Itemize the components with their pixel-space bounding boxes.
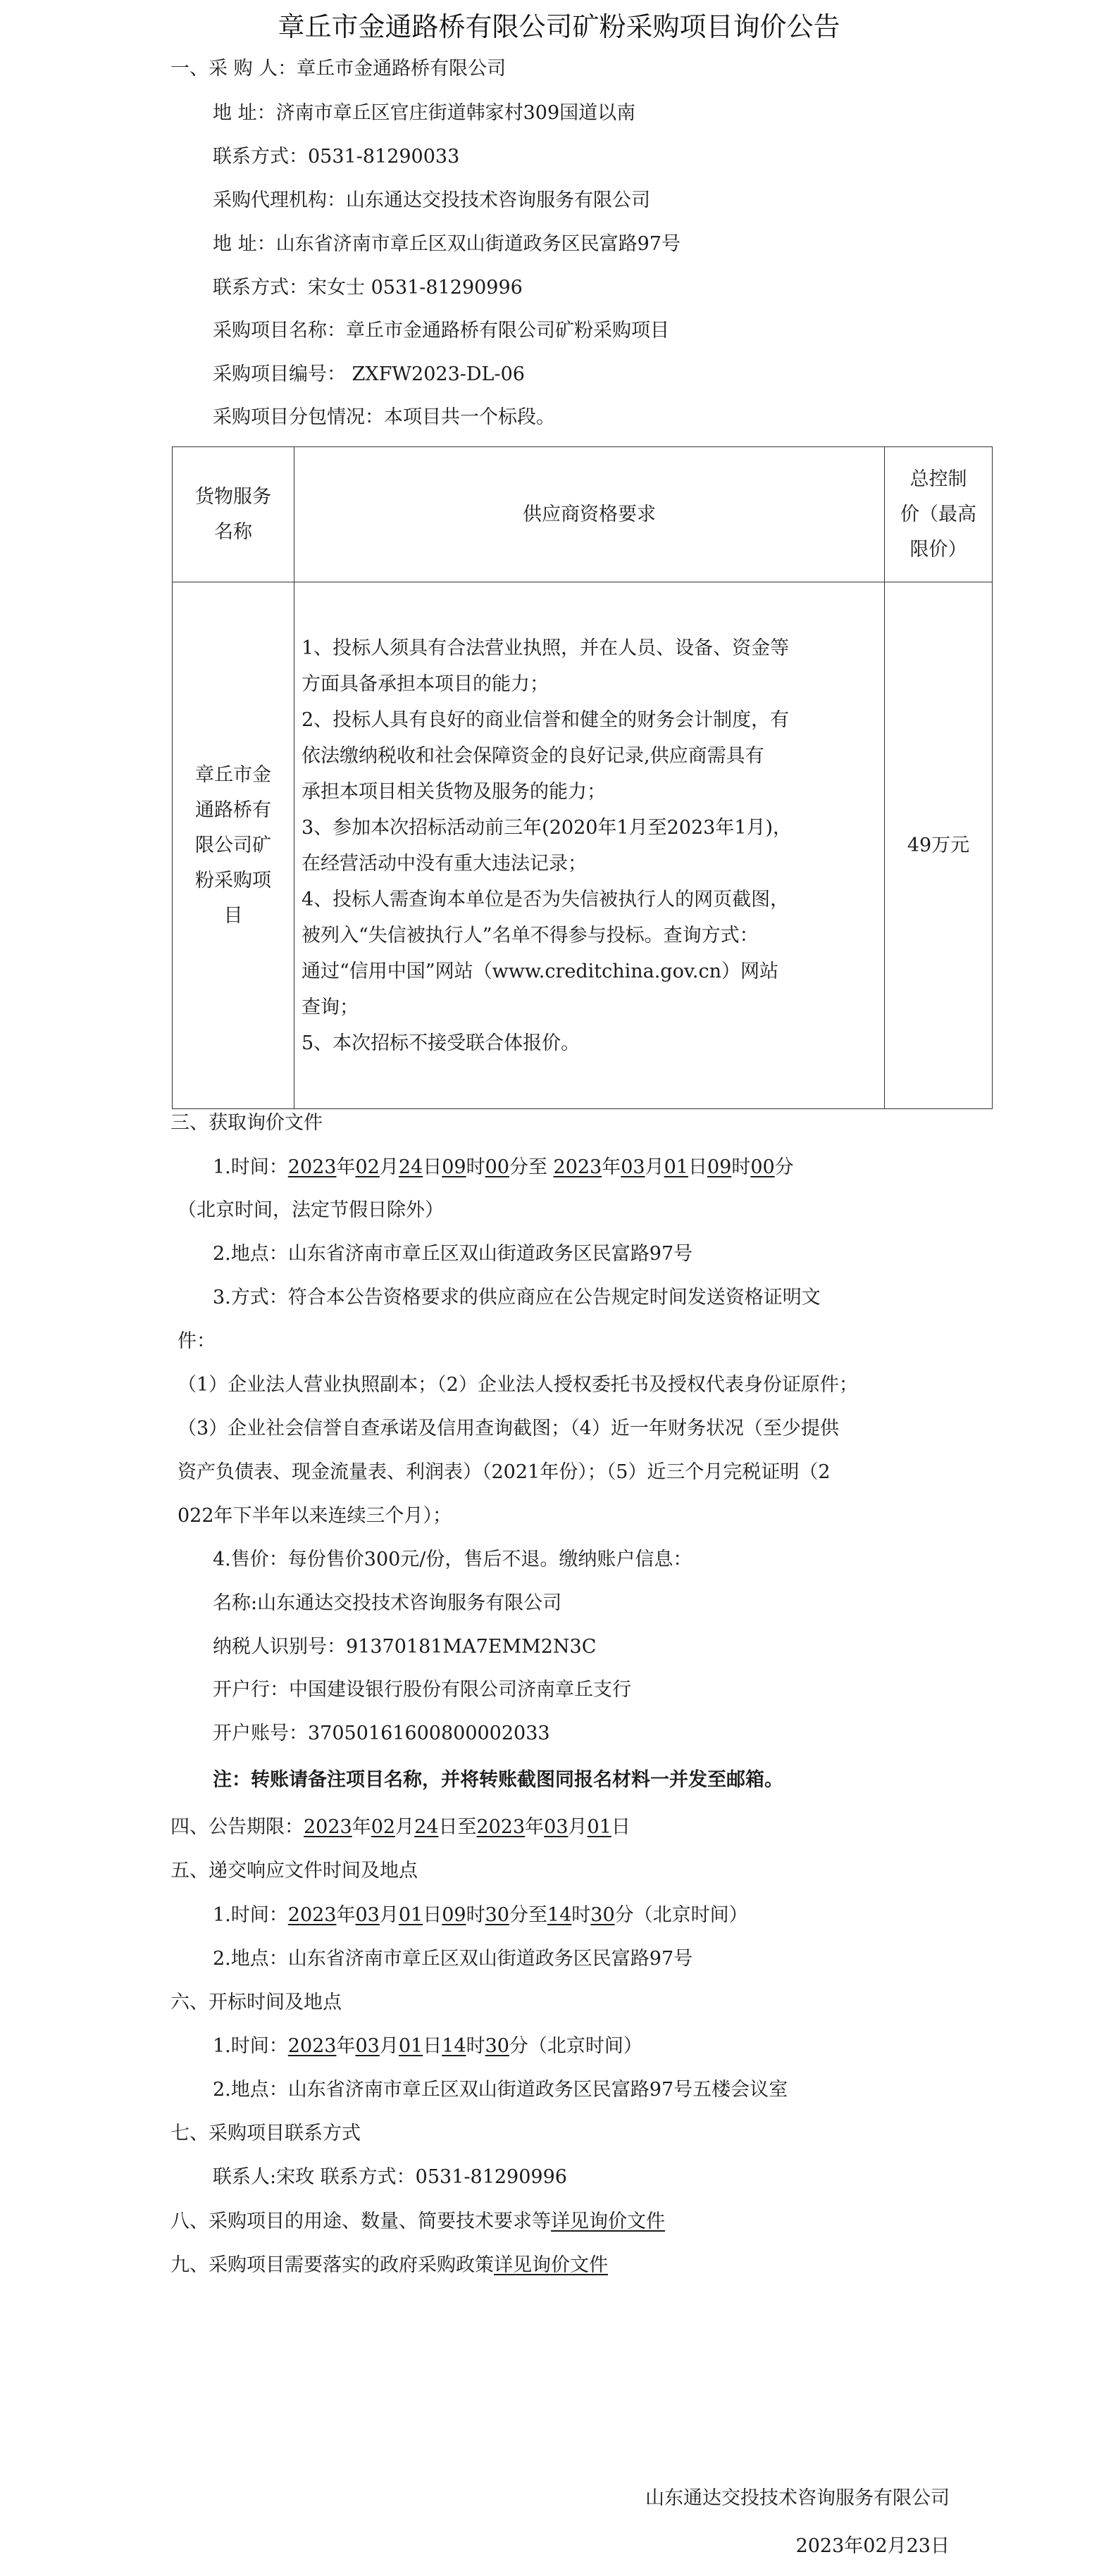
account-number: 开户账号：37050161600800002033 bbox=[213, 1722, 550, 1744]
submit-time: 1.时间：2023年03月01日09时30分至14时30分（北京时间） bbox=[213, 1904, 748, 1926]
section5-heading: 五、递交响应文件时间及地点 bbox=[170, 1860, 418, 1882]
price-cap-cell: 49万元 bbox=[885, 582, 993, 1109]
purchaser-contact: 联系方式：0531-81290033 bbox=[213, 146, 460, 168]
announcement-period: 四、公告期限：2023年02月24日至2023年03月01日 bbox=[170, 1816, 631, 1838]
opening-time: 1.时间：2023年03月01日14时30分（北京时间） bbox=[213, 2035, 642, 2057]
acquire-time-note: （北京时间，法定节假日除外） bbox=[178, 1199, 444, 1221]
agency-address: 地 址：山东省济南市章丘区双山街道政务区民富路97号 bbox=[213, 233, 681, 255]
table-row bbox=[173, 582, 993, 1109]
material-line-3: 资产负债表、现金流量表、利润表）（2021年份）；（5）近三个月完税证明（2 bbox=[178, 1461, 831, 1483]
transfer-note: 注：转账请备注项目名称，并将转账截图同报名材料一并发至邮箱。 bbox=[213, 1769, 783, 1791]
material-line-1: （1）企业法人营业执照副本；（2）企业法人授权委托书及授权代表身份证原件； bbox=[178, 1374, 858, 1396]
agency-name: 采购代理机构：山东通达交投技术咨询服务有限公司 bbox=[213, 189, 650, 211]
package-info: 采购项目分包情况：本项目共一个标段。 bbox=[213, 406, 555, 428]
footer-organization: 山东通达交投技术咨询服务有限公司 bbox=[645, 2487, 950, 2509]
requirements-table bbox=[172, 446, 993, 1109]
material-line-2: （3）企业社会信誉自查承诺及信用查询截图；（4）近一年财务状况（至少提供 bbox=[178, 1418, 839, 1439]
project-contact: 联系人:宋玫 联系方式：0531-81290996 bbox=[213, 2166, 567, 2188]
account-name: 名称:山东通达交投技术咨询服务有限公司 bbox=[213, 1592, 562, 1614]
project-name: 采购项目名称：章丘市金通路桥有限公司矿粉采购项目 bbox=[213, 320, 669, 342]
account-bank: 开户行：中国建设银行股份有限公司济南章丘支行 bbox=[213, 1679, 631, 1701]
account-tax-id: 纳税人识别号：91370181MA7EMM2N3C bbox=[213, 1636, 597, 1658]
agency-contact: 联系方式：宋女士 0531-81290996 bbox=[213, 277, 523, 299]
document-title: 章丘市金通路桥有限公司矿粉采购项目询价公告 bbox=[278, 11, 840, 42]
purchaser-heading: 一、采 购 人：章丘市金通路桥有限公司 bbox=[170, 58, 507, 80]
material-line-4: 022年下半年以来连续三个月）； bbox=[178, 1505, 452, 1527]
table-header-row bbox=[173, 447, 993, 582]
opening-place: 2.地点：山东省济南市章丘区双山街道政务区民富路97号五楼会议室 bbox=[213, 2079, 788, 2101]
header-goods-name: 货物服务 名称 bbox=[173, 447, 294, 582]
qualification-cell: 1、投标人须具有合法营业执照，并在人员、设备、资金等 方面具备承担本项目的能力； 2、投标人具有良好的商业信誉和健全的财务会计制度，有 依法缴纳税收和社会保障资金的良好记录,供应商需具有 承担本项目相关货物及服务的能力； 3、参加本次招标活动前三年(2020年1月至2023年1月)， 在经营活动中没有重大违法记录； 4、投标人需查询本单位是否为失信被执行人的网页截图， 被列入“失信被执行人”名单不得参与投标。查询方式： 通过“信用中国”网站（www.creditchina.gov.cn）网站 查询； 5、本次招标不接受联合体报价。 bbox=[294, 582, 885, 1109]
header-price-cap: 总控制 价（最高 限价） bbox=[885, 447, 993, 582]
section3-heading: 三、获取询价文件 bbox=[170, 1112, 323, 1134]
section7-heading: 七、采购项目联系方式 bbox=[170, 2122, 361, 2144]
submit-place: 2.地点：山东省济南市章丘区双山街道政务区民富路97号 bbox=[213, 1948, 693, 1970]
document-price: 4.售价：每份售价300元/份，售后不退。缴纳账户信息： bbox=[213, 1549, 692, 1570]
acquire-method: 3.方式：符合本公告资格要求的供应商应在公告规定时间发送资格证明文 bbox=[213, 1287, 821, 1308]
section9-line: 九、采购项目需要落实的政府采购政策详见询价文件 bbox=[170, 2254, 608, 2276]
section9-link: 详见询价文件 bbox=[494, 2254, 608, 2276]
section6-heading: 六、开标时间及地点 bbox=[170, 1992, 342, 2013]
project-number: 采购项目编号： ZXFW2023-DL-06 bbox=[213, 363, 525, 385]
purchaser-address: 地 址：济南市章丘区官庄街道韩家村309国道以南 bbox=[213, 102, 636, 124]
acquire-place: 2.地点：山东省济南市章丘区双山街道政务区民富路97号 bbox=[213, 1243, 693, 1265]
acquire-method-cont: 件： bbox=[178, 1330, 216, 1352]
footer-date: 2023年02月23日 bbox=[795, 2535, 950, 2557]
acquire-time: 1.时间：2023年02月24日09时00分至 2023年03月01日09时00分 bbox=[213, 1156, 794, 1178]
section8-line: 八、采购项目的用途、数量、简要技术要求等详见询价文件 bbox=[170, 2211, 665, 2232]
header-qualification: 供应商资格要求 bbox=[294, 447, 885, 582]
goods-name-cell: 章丘市金 通路桥有 限公司矿 粉采购项 目 bbox=[173, 582, 294, 1109]
section8-link: 详见询价文件 bbox=[551, 2211, 665, 2232]
